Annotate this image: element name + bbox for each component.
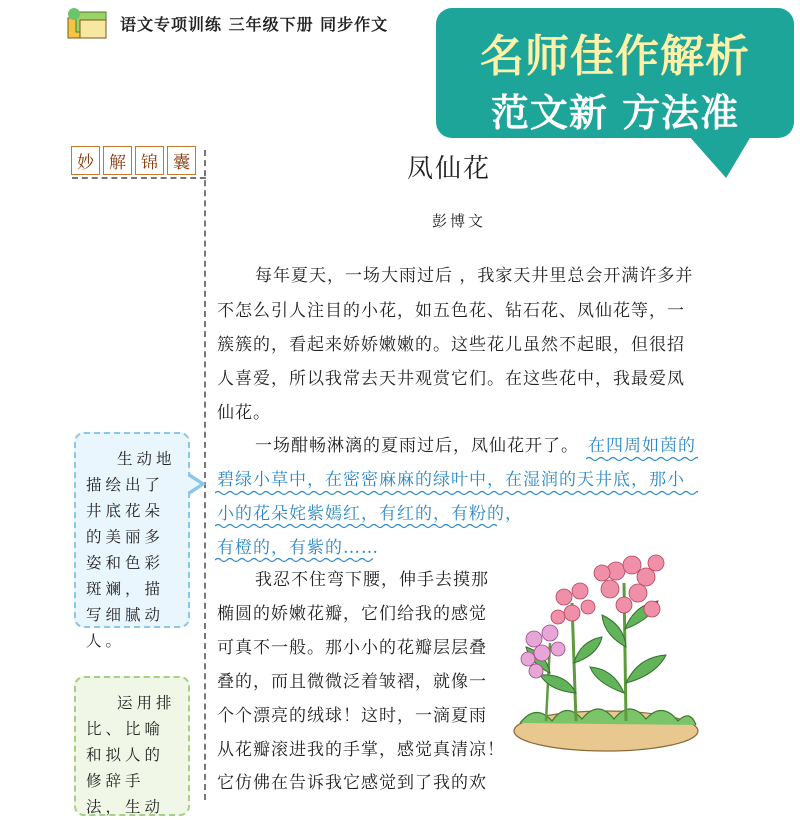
text-line: 叠的，而且微微泛着皱褶，就像一 (217, 672, 487, 692)
tips-char: 锦 (135, 146, 164, 175)
promo-title: 名师佳作解析 (480, 31, 750, 82)
annotation-note-2-text: 运用排比、比喻和拟人的修辞手法，生动 (86, 694, 176, 816)
text-line: 从花瓣滚进我的手掌，感觉真清凉！ (217, 740, 505, 760)
text-line: 个个漂亮的绒球！这时，一滴夏雨 (217, 706, 487, 726)
annotation-note-1 (74, 432, 190, 650)
wavy-underline (215, 523, 497, 529)
underlined-text-line: 有橙的，有紫的…… (217, 538, 379, 558)
text-line: 簇簇的，看起来娇娇嫩嫩的。这些花儿虽然不起眼，但很招 (217, 335, 685, 355)
wavy-underline (586, 456, 698, 462)
underlined-text-line: 在四周如茵的 (588, 436, 696, 456)
text-line: 一场酣畅淋漓的夏雨过后，凤仙花开了。 (255, 436, 579, 456)
text-line: 它仿佛在告诉我它感觉到了我的欢 (217, 773, 487, 793)
promo-subtitle: 范文新 方法准 (490, 91, 740, 135)
tips-char: 解 (103, 146, 132, 175)
series-title: 语文专项训练 三年级下册 同步作文 (120, 15, 389, 34)
text-line: 我忍不住弯下腰，伸手去摸那 (255, 570, 489, 590)
article-title: 凤仙花 (407, 154, 492, 184)
tips-label (71, 146, 196, 175)
article-author: 彭博文 (432, 212, 487, 230)
sidebar-divider-top (72, 177, 206, 179)
underlined-text-line: 碧绿小草中，在密密麻麻的绿叶中，在湿润的天井底，那小 (217, 470, 685, 490)
wavy-underline (215, 557, 373, 563)
annotation-note-2 (74, 676, 190, 816)
tips-char: 妙 (71, 146, 100, 175)
balsam-flower-illustration (506, 543, 706, 753)
annotation-note-1-pointer (188, 472, 206, 496)
text-line: 每年夏天，一场大雨过后 ，我家天井里总会开满许多并 (255, 266, 694, 286)
text-line: 可真不一般。那小小的花瓣层层叠 (217, 638, 487, 658)
text-line: 人喜爱，所以我常去天井观赏它们。在这些花中，我最爱凤 (217, 369, 685, 389)
annotation-note-1-text: 生动地描绘出了井底花朵的美丽多姿和色彩斑斓，描写细腻动人。 (86, 450, 176, 650)
tips-char: 囊 (167, 146, 196, 175)
book-stack-icon (66, 6, 110, 42)
text-line: 不怎么引人注目的小花，如五色花、钻石花、凤仙花等，一 (217, 301, 685, 321)
underlined-text-line: 小的花朵姹紫嫣红，有红的，有粉的， (217, 504, 523, 524)
text-line: 仙花。 (217, 403, 271, 423)
text-line: 椭圆的娇嫩花瓣，它们给我的感觉 (217, 604, 487, 624)
wavy-underline (215, 490, 698, 496)
